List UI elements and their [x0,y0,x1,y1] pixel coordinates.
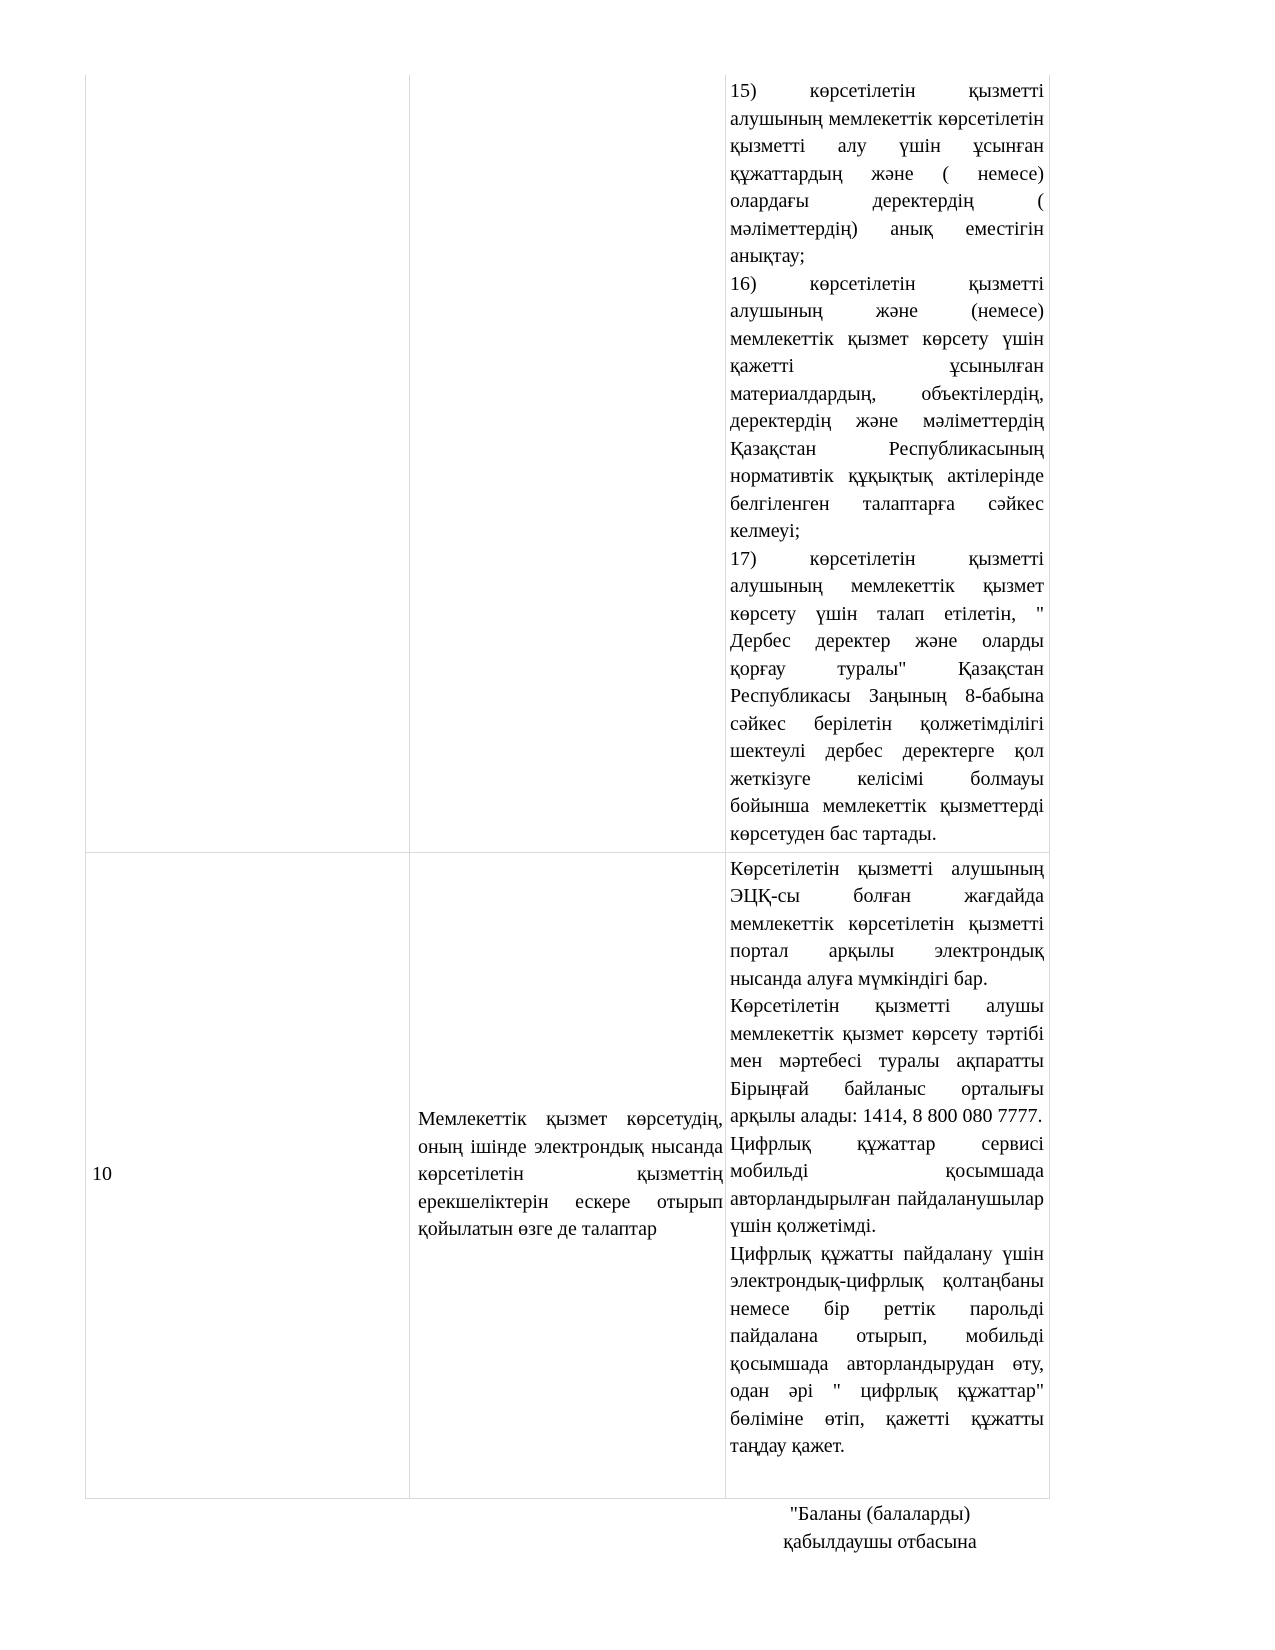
content-paragraph: Көрсетілетін қызметті алушы мемлекеттік қызмет көрсету тәртібі мен мәртебесі туралы ақпаратты Бірыңғай байланыс орталығы арқылы алады: 1414, 8 800 080 7777. [730,995,1044,1127]
content-paragraph: 17) көрсетілетін қызметті алушының мемлекеттік қызмет көрсету үшін талап етілетін, " Дербес деректер және оларды қорғау туралы" Қазақстан Республикасы Заңының 8-бабына сәйкес берілетін қолжетімділігі шектеулі дербес деректерге қол жеткізуге келісімі болмауы бойынша мемлекеттік қызметтерді көрсетуден бас тартады. [730,547,1044,845]
requirement-name-cell [410,75,726,852]
appendix-note-line: "Баланы (балаларды) [789,1503,971,1525]
content-paragraph: Цифрлық құжатты пайдалану үшін электрондық-цифрлық қолтаңбаны немесе бір реттік парольді пайдалана отырып, мобильді қосымшада авторландырудан өту, одан әрі " цифрлық құжаттар" бөліміне өтіп, қажетті құжатты таңдау қажет. [730,1242,1044,1457]
content-paragraph: 15) көрсетілетін қызметті алушының мемлекеттік көрсетілетін қызметті алу үшін ұсынған құжаттардың және ( немесе) олардағы деректердің ( мәліметтердің) анық еместігін анықтау; [730,80,1044,267]
service-number-cell [86,852,410,1498]
content-paragraph: Цифрлық құжаттар сервисі мобильді қосымшада авторландырылған пайдаланушылар үшін қолжетімді. [730,1132,1044,1237]
requirement-name: Мемлекеттік қызмет көрсетудің, оның ішінде электрондық нысанда көрсетілетін қызметтің ерекшеліктерін ескере отырып қойылатын өзге де талаптар [418,1108,723,1241]
service-requirements-table [85,75,1050,1499]
requirement-content-cell [726,75,1050,852]
content-paragraph: 16) көрсетілетін қызметті алушының және (немесе) мемлекеттік қызмет көрсету үшін қажетті ұсынылған материалдардың, объектілердің, деректердің және мәліметтердің Қазақстан Республикасының нормативтік құқықтық актілерінде белгіленген талаптарға сәйкес келмеуі; [730,272,1044,542]
service-number-cell [86,75,410,852]
appendix-note-line: қабылдаушы отбасына [783,1530,977,1553]
requirement-name-cell [410,852,726,1498]
service-number: 10 [92,1163,112,1186]
content-paragraph: Көрсетілетін қызметті алушының ЭЦҚ-сы болған жағдайда мемлекеттік көрсетілетін қызметті портал арқылы электрондық нысанда алуға мүмкіндігі бар. [730,857,1044,990]
requirement-content-cell [726,852,1050,1498]
table-row [86,75,1050,852]
table-row [86,852,1050,1498]
appendix-note [645,1501,1115,1556]
